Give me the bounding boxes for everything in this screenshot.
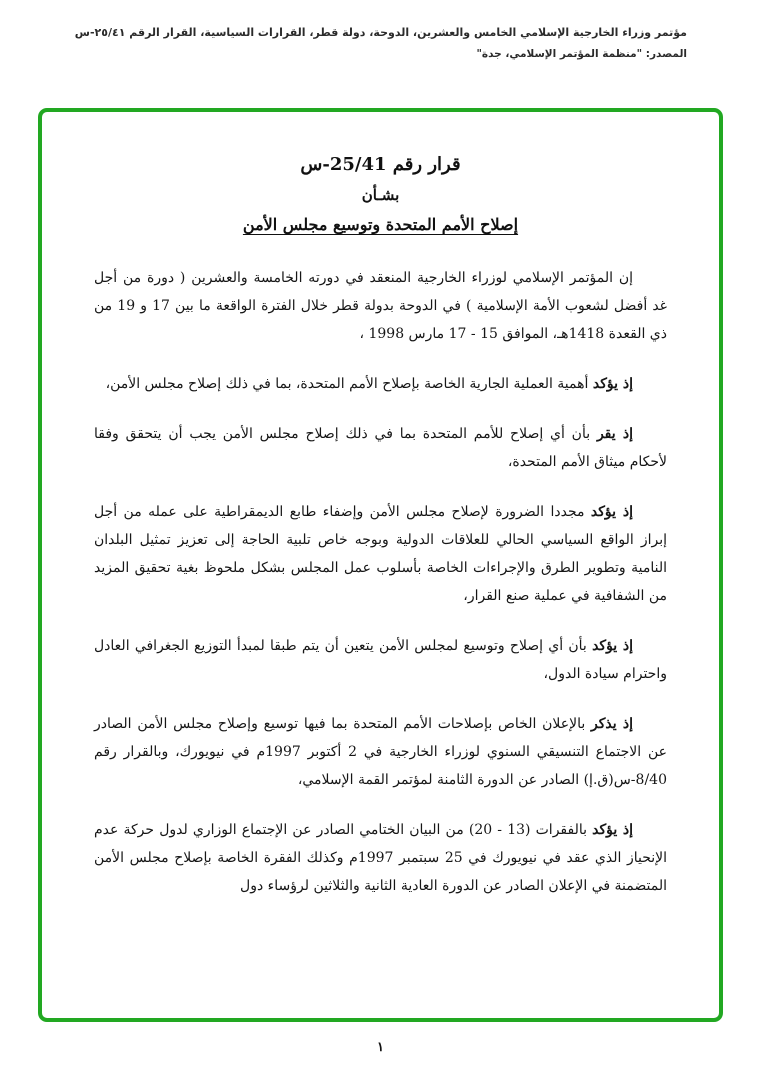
page-number: ١ xyxy=(377,1040,384,1055)
clause-lead: إذ يذكر xyxy=(591,716,633,732)
paragraph-text: بالفقرات (13 - 20) من البيان الختامي الصادر عن الإجتماع الوزاري لدول حركة عدم الإنحياز الذي عقد في نيويورك في 25 سبتمبر 1997م وكذلك الفقرة الخاصة بإصلاح مجلس الأمن المتضمنة في الإعلان الصادر عن الدورة العادية الثانية والثلاثين لرؤساء دول xyxy=(94,822,668,894)
clause-lead: إذ يؤكد xyxy=(592,822,634,838)
page-footer xyxy=(0,1040,761,1055)
header-source: المصدر: "منظمة المؤتمر الإسلامي، جدة" xyxy=(476,48,687,60)
clause-lead: إذ يؤكد xyxy=(590,504,633,520)
clause-paragraph xyxy=(94,370,667,398)
clause-lead: إذ يؤكد xyxy=(592,638,633,654)
clause-lead: إذ يقر xyxy=(596,426,633,442)
resolution-subject-title: إصلاح الأمم المتحدة وتوسيع مجلس الأمن xyxy=(242,215,519,234)
title-block xyxy=(94,154,667,234)
resolution-number-title: قرار رقم 25/41-س xyxy=(300,154,461,175)
clause-paragraph xyxy=(94,632,667,688)
preamble-paragraph xyxy=(94,264,667,348)
resolution-body xyxy=(94,264,667,900)
clause-paragraph xyxy=(94,420,667,476)
clause-lead: إذ يؤكد xyxy=(592,376,633,392)
paragraph-text: بأن أي إصلاح للأمم المتحدة بما في ذلك إصلاح مجلس الأمن يجب أن يتحقق وفقا لأحكام ميثاق الأمم المتحدة، xyxy=(94,426,667,470)
paragraph-text: مجددا الضرورة لإصلاح مجلس الأمن وإضفاء طابع الديمقراطية على عمله من أجل إبراز الواقع السياسي الحالي للعلاقات الدولية وبوجه خاص تلبية الحاجة إلى تعزيز تمثيل البلدان النامية وتطوير الطرق والإجراءات الخاصة بأسلوب عمل المجلس بشكل ملحوظ بغية تحقيق المزيد من الشفافية في عملية صنع القرار، xyxy=(94,504,667,604)
clause-paragraph xyxy=(94,710,667,794)
clause-paragraph xyxy=(94,816,667,900)
paragraph-text: بأن أي إصلاح وتوسيع لمجلس الأمن يتعين أن يتم طبقا لمبدأ التوزيع الجغرافي العادل واحترام سيادة الدول، xyxy=(94,638,667,682)
document-header xyxy=(0,22,761,65)
document-border-frame xyxy=(38,108,723,1022)
clause-paragraph xyxy=(94,498,667,610)
regarding-label: بشـأن xyxy=(361,186,400,204)
paragraph-text: إن المؤتمر الإسلامي لوزراء الخارجية المنعقد في دورته الخامسة والعشرين ( دورة من أجل غد أفضل لشعوب الأمة الإسلامية ) في الدوحة بدولة قطر خلال الفترة الواقعة ما بين 17 و 19 من ذي القعدة 1418هـ، الموافق 15 - 17 مارس 1998 ، xyxy=(94,270,668,342)
paragraph-text: أهمية العملية الجارية الخاصة بإصلاح الأمم المتحدة، بما في ذلك إصلاح مجلس الأمن، xyxy=(105,376,589,392)
paragraph-text: بالإعلان الخاص بإصلاحات الأمم المتحدة بما فيها توسيع وإصلاح مجلس الأمن الصادر عن الاجتماع التنسيقي السنوي لوزراء الخارجية في 2 أكتوبر 1997م في نيويورك، وبالقرار رقم 8/40-س(ق.إ) الصادر عن الدورة الثامنة لمؤتمر القمة الإسلامي، xyxy=(94,716,667,788)
header-citation: مؤتمر وزراء الخارجية الإسلامي الخامس والعشرين، الدوحة، دولة قطر، القرارات السياسية، القرار الرقم ٢٥/٤١-س xyxy=(74,26,687,39)
